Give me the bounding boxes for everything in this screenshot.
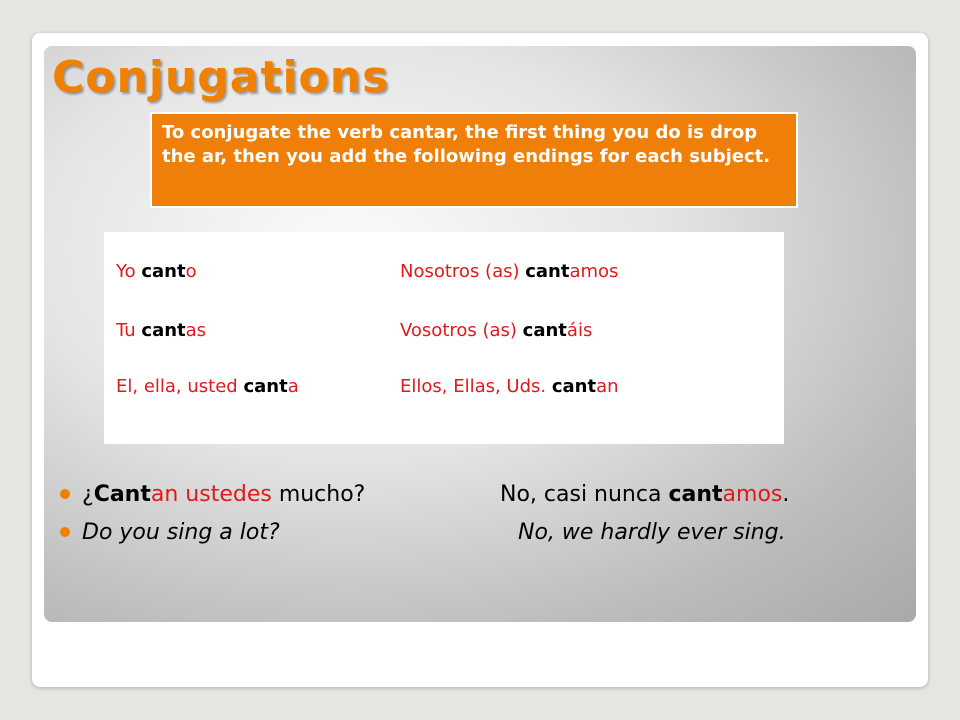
verb-stem: cant <box>551 376 597 397</box>
answer-tail: . <box>782 482 790 507</box>
conjugation-yo <box>116 261 197 282</box>
conjugation-ellos-ellas-uds <box>400 376 619 397</box>
verb-stem: cant <box>243 376 288 397</box>
verb-ending: áis <box>566 320 593 341</box>
pronoun: Nosotros (as) <box>400 261 526 282</box>
english-answer: No, we hardly ever sing. <box>518 520 786 545</box>
pronoun: Ellos, Ellas, Uds. <box>400 376 552 397</box>
answer-lead: No, casi nunca <box>500 482 669 507</box>
conjugation-tu <box>116 320 206 341</box>
english-question: Do you sing a lot? <box>82 520 280 545</box>
conjugation-table <box>104 232 784 444</box>
verb-stem: cant <box>141 320 186 341</box>
example-bullets <box>60 478 900 554</box>
question-open-mark: ¿ <box>82 482 94 507</box>
pronoun: Yo <box>116 261 142 282</box>
conjugation-nosotros <box>400 261 618 282</box>
verb-stem: Cant <box>93 482 151 507</box>
bullet-spanish-example <box>60 478 900 516</box>
spanish-question <box>82 482 365 507</box>
bullet-dot-icon <box>60 527 70 537</box>
verb-stem: cant <box>141 261 186 282</box>
verb-ending: amos <box>722 482 783 507</box>
spanish-answer <box>500 482 789 507</box>
verb-ending: amos <box>569 261 619 282</box>
bullet-dot-icon <box>60 489 70 499</box>
pronoun: Tu <box>116 320 142 341</box>
verb-ending: an <box>596 376 619 397</box>
verb-ending: o <box>185 261 197 282</box>
pronoun: El, ella, usted <box>116 376 244 397</box>
slide-title: Conjugations <box>52 52 390 103</box>
bullet-english-example <box>60 516 900 554</box>
pronoun: Vosotros (as) <box>400 320 523 341</box>
verb-stem: cant <box>525 261 570 282</box>
instruction-callout: To conjugate the verb cantar, the first thing you do is drop the ar, then you add the following endings for each subject. <box>150 112 798 208</box>
verb-ending: a <box>287 376 299 397</box>
question-subject: ustedes <box>178 482 279 507</box>
verb-ending: as <box>185 320 207 341</box>
verb-stem: cant <box>522 320 567 341</box>
question-tail: mucho? <box>278 482 366 507</box>
conjugation-el-ella-usted <box>116 376 299 397</box>
conjugation-vosotros <box>400 320 592 341</box>
verb-ending: an <box>150 482 179 507</box>
verb-stem: cant <box>668 482 723 507</box>
